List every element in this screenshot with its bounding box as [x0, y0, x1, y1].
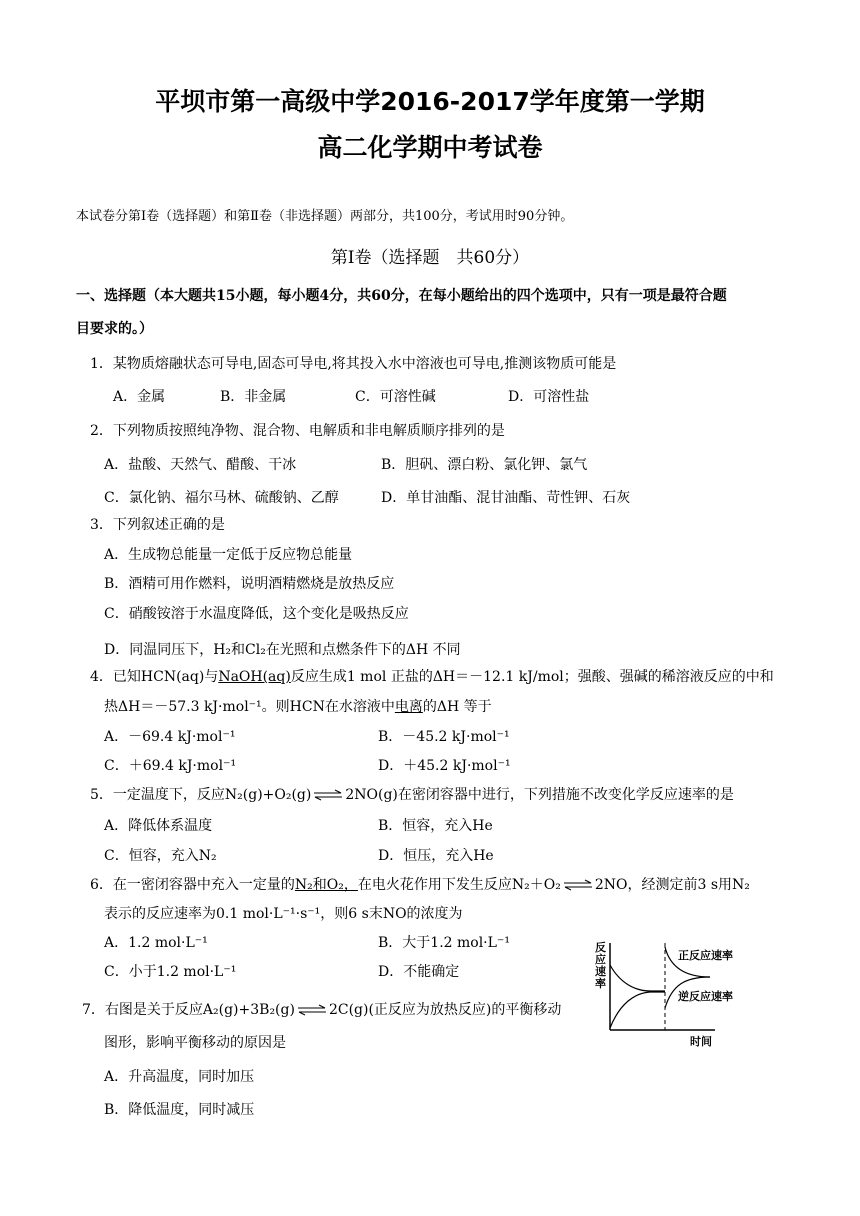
- q1-option-c: C．可溶性碱: [355, 389, 436, 405]
- q2-option-b: B．胆矾、漂白粉、氯化钾、氯气: [381, 457, 588, 473]
- q2-option-d: D．单甘油酯、混甘油酯、苛性钾、石灰: [381, 490, 631, 506]
- q4-option-b: B．－45.2 kJ·mol⁻¹: [378, 729, 510, 745]
- q1-option-a: A．金属: [113, 389, 166, 405]
- q5-stem-a: 5．一定温度下，反应N₂(g)+O₂(g): [90, 787, 312, 803]
- graph-xlabel: 时间: [690, 1035, 712, 1048]
- q4-stem-line1: [90, 666, 774, 686]
- graph-forward-label: 正反应速率: [678, 949, 733, 962]
- part-instructions-line2: 目要求的。）: [76, 321, 153, 337]
- reversible-arrow-icon: [297, 1004, 327, 1016]
- q5-option-c: C．恒容，充入N₂: [104, 848, 217, 864]
- q6-stem-line2: 表示的反应速率为0.1 mol·L⁻¹·s⁻¹，则6 s末NO的浓度为: [104, 906, 463, 922]
- q7-option-a: A．升高温度，同时加压: [104, 1069, 255, 1085]
- q4-stem-line1-a: 4．已知HCN(aq)与: [90, 669, 219, 685]
- reversible-arrow-icon: [563, 879, 593, 891]
- q6-stem-line1-d: 2NO，经测定前3 s用N₂: [594, 877, 750, 893]
- q3-stem: 3．下列叙述正确的是: [90, 517, 225, 533]
- graph-ylabel-char: 反: [595, 941, 606, 954]
- q7-option-b: B．降低温度，同时减压: [104, 1102, 255, 1118]
- q4-stem-line1-c: 反应生成1 mol 正盐的ΔH＝－12.1 kJ/mol；强酸、强碱的稀溶液反应的中和: [290, 669, 774, 685]
- q4-option-c: C．＋69.4 kJ·mol⁻¹: [104, 758, 237, 774]
- section-title: 第Ⅰ卷（选择题 共60分）: [330, 248, 530, 268]
- reversible-arrow-icon: [313, 789, 343, 801]
- q4-stem-line2: [104, 696, 492, 716]
- graph-ylabel-char: 速: [595, 965, 606, 978]
- q6-option-c: C．小于1.2 mol·L⁻¹: [104, 964, 237, 980]
- q7-stem-line1-a: 7．右图是关于反应A₂(g)+3B₂(g): [82, 1002, 295, 1018]
- q2-stem: 2．下列物质按照纯净物、混合物、电解质和非电解质顺序排列的是: [90, 423, 505, 439]
- q5-option-a: A．降低体系温度: [104, 818, 213, 834]
- q6-stem-line1-c: 在电火花作用下发生反应N₂＋O₂: [357, 877, 561, 893]
- q1-option-d: D．可溶性盐: [508, 389, 590, 405]
- q6-option-b: B．大于1.2 mol·L⁻¹: [378, 935, 510, 951]
- q5-option-b: B．恒容，充入He: [378, 818, 493, 834]
- q4-option-a: A．－69.4 kJ·mol⁻¹: [104, 729, 236, 745]
- q6-stem-line1-b: N₂和O₂，: [294, 877, 358, 893]
- q2-option-a: A．盐酸、天然气、醋酸、干冰: [104, 457, 297, 473]
- q4-stem-line2-a: 热ΔH＝－57.3 kJ·mol⁻¹。则HCN在水溶液中: [104, 699, 395, 715]
- graph-reverse-label: 逆反应速率: [678, 990, 733, 1003]
- exam-title-line2: 高二化学期中考试卷: [317, 133, 543, 162]
- rate-time-graph: [590, 935, 780, 1050]
- exam-intro: 本试卷分第Ⅰ卷（选择题）和第Ⅱ卷（非选择题）两部分，共100分，考试用时90分钟。: [76, 209, 574, 224]
- q3-option-c: C．硝酸铵溶于水温度降低，这个变化是吸热反应: [104, 606, 409, 622]
- exam-title-line1: 平坝市第一高级中学2016-2017学年度第一学期: [155, 87, 705, 116]
- q1-option-b: B．非金属: [220, 389, 287, 405]
- q2-option-c: C．氯化钠、福尔马林、硫酸钠、乙醇: [104, 490, 339, 506]
- q7-stem-line1-b: 2C(g)(正反应为放热反应)的平衡移动: [328, 1002, 562, 1018]
- q5-stem-b: 2NO(g)在密闭容器中进行，下列措施不改变化学反应速率的是: [345, 787, 734, 803]
- graph-ylabel-char: 应: [595, 953, 606, 966]
- graph-reverse-rate-curve: [610, 992, 665, 1028]
- q3-option-a: A．生成物总能量一定低于反应物总能量: [104, 547, 353, 563]
- q1-stem: 1．某物质熔融状态可导电,固态可导电,将其投入水中溶液也可导电,推测该物质可能是: [90, 356, 617, 372]
- q4-stem-line1-b: NaOH(aq): [218, 669, 291, 685]
- graph-forward-rate-curve: [610, 965, 665, 991]
- q7-stem-line2: 图形，影响平衡移动的原因是: [104, 1035, 286, 1051]
- q6-stem-line1-a: 6．在一密闭容器中充入一定量的: [90, 877, 295, 893]
- q3-option-b: B．酒精可用作燃料，说明酒精燃烧是放热反应: [104, 576, 395, 592]
- q5-stem: [90, 784, 734, 804]
- q6-stem-line1: [90, 874, 750, 894]
- q6-option-a: A．1.2 mol·L⁻¹: [104, 935, 208, 951]
- q5-option-d: D．恒压，充入He: [378, 848, 494, 864]
- q6-option-d: D．不能确定: [378, 964, 460, 980]
- graph-ylabel-char: 率: [595, 977, 606, 990]
- part-instructions-line1: 一、选择题（本大题共15小题，每小题4分，共60分，在每小题给出的四个选项中，只有一项是最符合题: [76, 288, 727, 304]
- q4-stem-line2-c: 的ΔH 等于: [422, 699, 492, 715]
- q4-option-d: D．＋45.2 kJ·mol⁻¹: [378, 758, 511, 774]
- q4-stem-line2-b: 电离: [394, 699, 423, 715]
- q3-option-d: D．同温同压下，H₂和Cl₂在光照和点燃条件下的ΔH 不同: [104, 642, 461, 658]
- q7-stem-line1: [82, 999, 561, 1019]
